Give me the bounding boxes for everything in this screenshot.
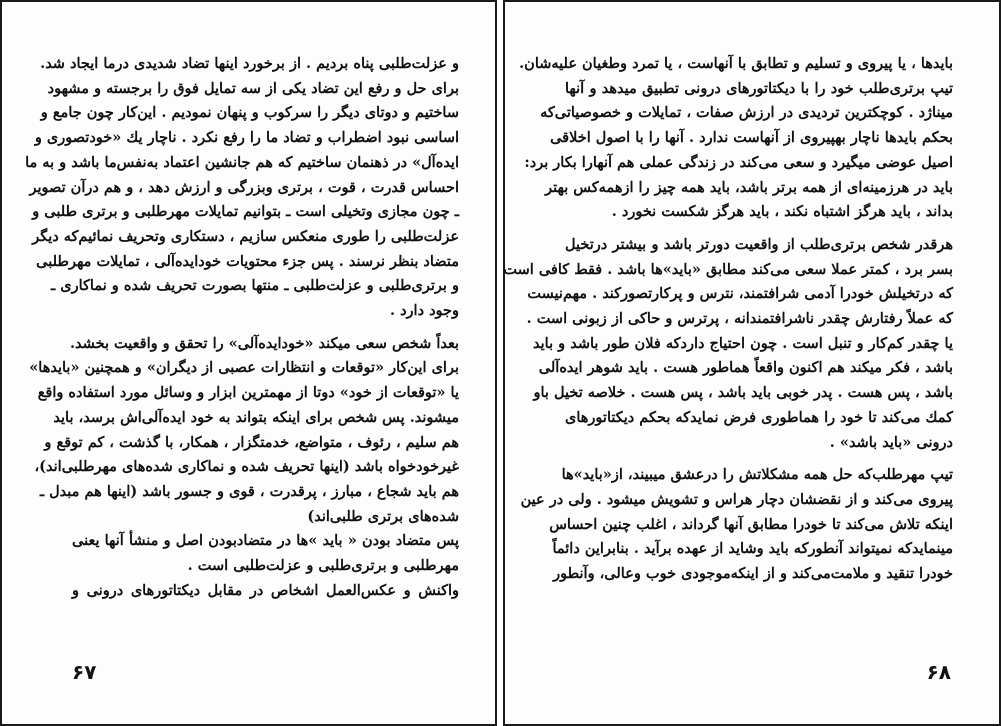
- page-number: ۶۷: [72, 660, 97, 684]
- left-page: [0, 0, 497, 726]
- text-line: بداند ، باید هرگز اشتباه نکند ، باید هرگز شکست نخورد .: [611, 203, 953, 221]
- text-line: برای این‌کار «توقعات و انتظارات عصبی از دیگران» و همچنین «بایدها»: [29, 359, 459, 377]
- text-line: هم باید شجاع ، مبارز ، پرقدرت ، قوی و جسور باشد (اینها هم مبدل ـ: [39, 482, 459, 500]
- text-line: میناژد . کوچکترین تردیدی در ارزش صفات ، تمایلات و خصوصیاتی‌که: [540, 104, 953, 122]
- text-line: بحکم بایدها ناچار بهپیروی از آنهاست ندارد . آنها را با اصول اخلاقی: [550, 129, 953, 147]
- text-line: و برتری‌طلبی و عزلت‌طلبی ـ منتها بصورت تحریف شده و نماکاری ـ: [50, 277, 459, 295]
- text-line: تیپ مهرطلب‌که حل همه مشکلاتش را درعشق میبیند، از«باید»ها: [561, 466, 953, 484]
- text-line: مهرطلبی و برتری‌طلبی و عزلت‌طلبی است .: [187, 557, 459, 575]
- text-line: پس متضاد بودن « باید »ها در متضادبودن اصل و منشأ آنها یعنی: [72, 532, 459, 550]
- page-number: ۶۸: [926, 660, 951, 684]
- paragraph-gap: [72, 324, 459, 332]
- text-line: واکنش و عکس‌العمل اشخاص در مقابل دیکتاتورهای درونی و: [72, 581, 459, 599]
- text-line: غیرخودخواه باشد (اینها تحریف شده و نماکاری شده‌های مهرطلبی‌اند)،: [34, 458, 459, 476]
- right-page: [503, 0, 1001, 726]
- text-line: یا «توقعات از خود» دوتا از مهمترین ابزار و وسائل مورد استفاده واقع: [37, 384, 459, 402]
- text-line: وجود دارد .: [389, 302, 459, 320]
- paragraph-gap: [565, 225, 953, 233]
- text-line: که درتخیلش خودرا آدمی شرافتمند، نترس و پرکارتصورکند . مهم‌نیست: [527, 285, 953, 303]
- text-line: تیپ برتری‌طلب خود را با دیکتاتورهای درونی تطبیق میدهد و آنها: [565, 79, 953, 97]
- text-line: کمك می‌کند تا خود را هماطوری فرض نماید‌که بحکم دیکتاتورهای: [565, 408, 953, 426]
- text-line: مینماید‌که نمیتواند آنطورکه باید وشاید از عهده برآید . بنابراین دائماً: [552, 540, 953, 558]
- text-line: و عزلت‌طلبی پناه بردیم . از برخورد اینها تضاد شدیدی درما ایجاد شد.: [40, 55, 459, 72]
- text-line: بعداً شخص سعی میکند «خودایده‌آلی» را تحقق و واقعیت بخشد.: [69, 334, 459, 352]
- text-line: خودرا تنقید و ملامت‌می‌کند و از اینکه‌موجودی خوب وعالی، وآنطور: [553, 565, 953, 583]
- text-line: باشد ، فکر میکند هم اکنون واقعاً هماطور هست . باید شوهر ایده‌آلی: [538, 359, 953, 377]
- text-line: که عملاً رفتارش چقدر ناشرافتمندانه ، پرترس و حاکی از زبونی است .: [526, 310, 953, 328]
- text-line: باید در هرزمینه‌ای از همه برتر باشد، باید همه چیز را ازهمه‌کس بهتر: [545, 178, 953, 196]
- text-line: میشوند. پس شخص برای اینکه بتواند به خود ایده‌آلی‌اش برسد، باید: [53, 408, 459, 426]
- text-line: متضاد بنظر نرسند . پس جزء محتویات خودایده‌آلی ، تمایلات مهرطلبی: [36, 252, 459, 270]
- text-line: ساختیم و دوتای دیگر را سرکوب و پنهان نمودیم . این‌کار چون جامع و: [40, 104, 459, 122]
- text-line: اینکه تلاش می‌کند تا خودرا مطابق آنها گرداند ، اغلب چنین احساس: [549, 515, 953, 533]
- paragraph-gap: [565, 455, 953, 463]
- text-line: ایده‌آل» در ذهنمان ساختیم که هم جانشین اعتماد به‌نفس‌ما باشد و به ما: [25, 153, 459, 171]
- text-line: شده‌های برتری طلبی‌اند): [307, 507, 459, 525]
- text-line: اصیل عوضی میگیرد و سعی می‌کند در زندگی عملی هم آنهارا بکار برد:: [524, 153, 953, 171]
- text-line: بایدها ، یا پیروی و تسلیم و تطابق با آنهاست ، یا تمرد وطغیان علیه‌شان.: [519, 55, 953, 72]
- text-line: اساسی نبود اضطراب و تضاد ما را رفع نکرد . ناچار یك «خودتصوری و: [34, 129, 459, 147]
- text-line: یا چقدر کم‌کار و تنبل است . چون احتیاج دارد‌که فلان طور باشد و باید: [533, 334, 953, 352]
- text-line: احساس قدرت ، قوت ، برتری وبزرگی و ارزش دهد ، و هم درآن تصویر: [29, 178, 459, 196]
- right-page-text: [503, 52, 953, 587]
- text-line: ـ چون مجازی وتخیلی است ـ بتوانیم تمایلات مهرطلبی و برتری طلبی و: [32, 203, 459, 221]
- text-line: برای حل و رفع این تضاد یکی از سه تمایل فوق را برجسته و مشهود: [47, 79, 459, 97]
- text-line: عزلت‌طلبی را طوری منعکس سازیم ، دستکاری وتحریف نمائیم‌که دیگر: [32, 227, 459, 245]
- left-page-text: [25, 52, 459, 603]
- text-line: هم سلیم ، رئوف ، متواضع، خدمتگزار ، همکار، با گذشت ، کم توقع و: [44, 433, 459, 451]
- text-line: درونی «باید باشد» .: [829, 433, 953, 451]
- text-line: هرقدر شخص برتری‌طلب از واقعیت دورتر باشد و بیشتر درتخیل: [565, 235, 953, 253]
- text-line: باشد ، پس هست . پدر خوبی باید باشد ، پس هست . خلاصه تخیل باو: [533, 384, 953, 402]
- text-line: بسر برد ، کمتر عملا سعی می‌کند مطابق «باید»ها باشد . فقط کافی است: [503, 260, 953, 278]
- text-line: پیروی می‌کند و از نقضشان دچار هراس و تشویش میشود . ولی در عین: [520, 490, 953, 508]
